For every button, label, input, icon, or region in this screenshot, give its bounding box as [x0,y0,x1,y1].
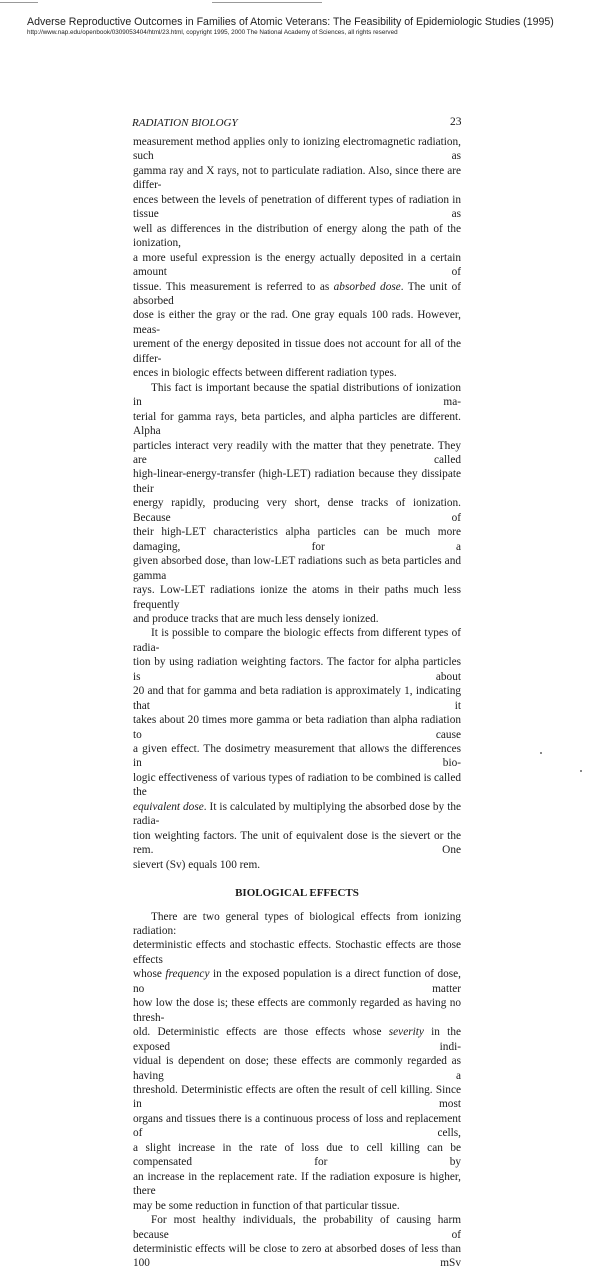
text-segment: tion by using radiation weighting factors. The factor for alpha particles is about [133,656,461,683]
text-line [133,251,461,280]
header-title: Adverse Reproductive Outcomes in Families of Atomic Veterans: The Feasibility of Epidemiologic Studies (1995) [27,16,554,28]
text-segment: threshold. Deterministic effects are often the result of cell killing. Since in most [133,1084,461,1111]
text-segment: in the exposed indi- [133,1026,461,1053]
text-segment: particles interact very readily with the matter that they penetrate. They are called [133,439,461,466]
text-line [133,938,461,967]
text-line [133,771,461,800]
header-url[interactable]: http://www.nap.edu/openbook/0309053404/html/23.html, copyright 1995, 2000 The National Academy of Sciences, all rights reserved [27,29,398,36]
text-line [133,612,461,626]
text-line [133,713,461,742]
text-line [133,439,461,468]
text-segment: vidual is dependent on dose; these effects are commonly regarded as having a [133,1055,461,1082]
text-line [133,583,461,612]
text-line [133,280,461,309]
text-segment: in the exposed population is a direct function of dose, no matter [133,968,461,995]
text-segment: urement of the energy deposited in tissue does not account for all of the differ- [133,338,461,365]
text-segment: a given effect. The dosimetry measurement that allows the differences in bio- [133,743,461,770]
text-segment: a more useful expression is the energy actually deposited in a certain amount of [133,251,461,279]
scan-speck [540,752,542,754]
text-segment: There are two general types of biological effects from ionizing radiation: [133,910,461,938]
text-line [133,800,461,829]
text-line [133,222,461,251]
text-segment: ences in biologic effects between different radiation types. [133,367,397,380]
text-line [133,525,461,554]
text-segment: dose is either the gray or the rad. One gray equals 100 rads. However, meas- [133,309,461,336]
text-segment: This fact is important because the spatial distributions of ionization in ma- [133,381,461,409]
text-line [133,467,461,496]
text-segment: logic effectiveness of various types of radiation to be combined is called the [133,771,461,799]
text-line [133,742,461,771]
text-line [133,996,461,1025]
text-segment: well as differences in the distribution of energy along the path of the ionization, [133,222,461,250]
italic-term: frequency [165,968,210,981]
italic-term: absorbed dose [333,280,401,293]
text-segment: tissue. This measurement is referred to as [133,280,334,293]
text-line [133,626,461,655]
text-segment: . The unit of absorbed [133,280,462,307]
text-line [133,1213,461,1242]
text-segment: a slight increase in the rate of loss due to cell killing can be compensated for by [133,1141,461,1169]
text-segment: given absorbed dose, than low-LET radiations such as beta particles and gamma [133,555,461,582]
text-segment: terial for gamma rays, beta particles, and alpha particles are different. Alpha [133,410,461,438]
scan-speck [580,770,582,772]
text-segment: deterministic effects will be close to zero at absorbed doses of less than 100 mSv [133,1242,461,1270]
text-line [133,410,461,439]
text-line [133,366,461,380]
text-segment: deterministic effects and stochastic effects. Stochastic effects are those effects [133,939,461,966]
text-segment: sievert (Sv) equals 100 rem. [133,858,261,871]
text-line [133,496,461,525]
italic-term: equivalent dose [133,800,204,813]
text-line [133,829,461,858]
text-line [133,684,461,713]
text-line [133,308,461,337]
text-line [133,1170,461,1199]
text-segment: . It is calculated by multiplying the absorbed dose by the radia- [133,800,461,828]
text-segment: high-linear-energy-transfer (high-LET) radiation because they dissipate their [133,468,461,495]
text-segment: their high-LET characteristics alpha particles can be much more damaging, for a [133,526,461,553]
text-line [133,135,461,164]
text-line [133,1054,461,1083]
text-line [133,337,461,366]
text-segment: takes about 20 times more gamma or beta radiation than alpha radiation to cause [133,714,461,741]
text-segment: whose [133,968,166,981]
text-segment: rays. Low-LET radiations ionize the atoms in their paths much less frequently [133,584,461,611]
text-segment: For most healthy individuals, the probability of causing harm because of [133,1214,461,1241]
text-segment: organs and tissues there is a continuous process of loss and replacement of cells, [133,1112,461,1140]
text-segment: gamma ray and X rays, not to particulate radiation. Also, since there are differ- [133,164,461,192]
text-segment: It is possible to compare the biologic effects from different types of radia- [133,627,461,654]
text-line [133,554,461,583]
text-line [133,1083,461,1112]
text-line [133,655,461,684]
text-segment: measurement method applies only to ionizing electromagnetic radiation, such as [133,136,461,163]
running-head: RADIATION BIOLOGY [132,117,238,129]
text-segment: BIOLOGICAL EFFECTS [235,887,359,900]
text-line [133,1141,461,1170]
text-segment: energy rapidly, producing very short, dense tracks of ionization. Because of [133,497,461,524]
text-segment: old. Deterministic effects are those effects whose [133,1026,389,1039]
text-segment: and produce tracks that are much less densely ionized. [133,612,379,625]
scan-edge-line [212,2,322,3]
text-segment: an increase in the replacement rate. If the radiation exposure is higher, there [133,1170,461,1198]
text-segment: may be some reduction in function of that particular tissue. [133,1199,400,1212]
text-line [133,910,461,939]
text-line [133,1242,461,1271]
page-number: 23 [450,116,462,128]
text-line [133,1199,461,1213]
section-heading [133,886,461,900]
text-line [133,1025,461,1054]
text-line [133,193,461,222]
text-line [133,381,461,410]
text-line [133,164,461,193]
body-text [133,135,461,1271]
text-segment: 20 and that for gamma and beta radiation is approximately 1, indicating that it [133,685,461,712]
text-line [133,1112,461,1141]
text-segment: ences between the levels of penetration of different types of radiation in tissue as [133,193,461,221]
text-line [133,858,461,872]
text-segment: tion weighting factors. The unit of equivalent dose is the sievert or the rem. One [133,829,461,857]
italic-term: severity [388,1026,424,1039]
text-line [133,967,461,996]
scan-edge-line [0,2,38,3]
text-segment: how low the dose is; these effects are commonly regarded as having no thresh- [133,997,461,1024]
